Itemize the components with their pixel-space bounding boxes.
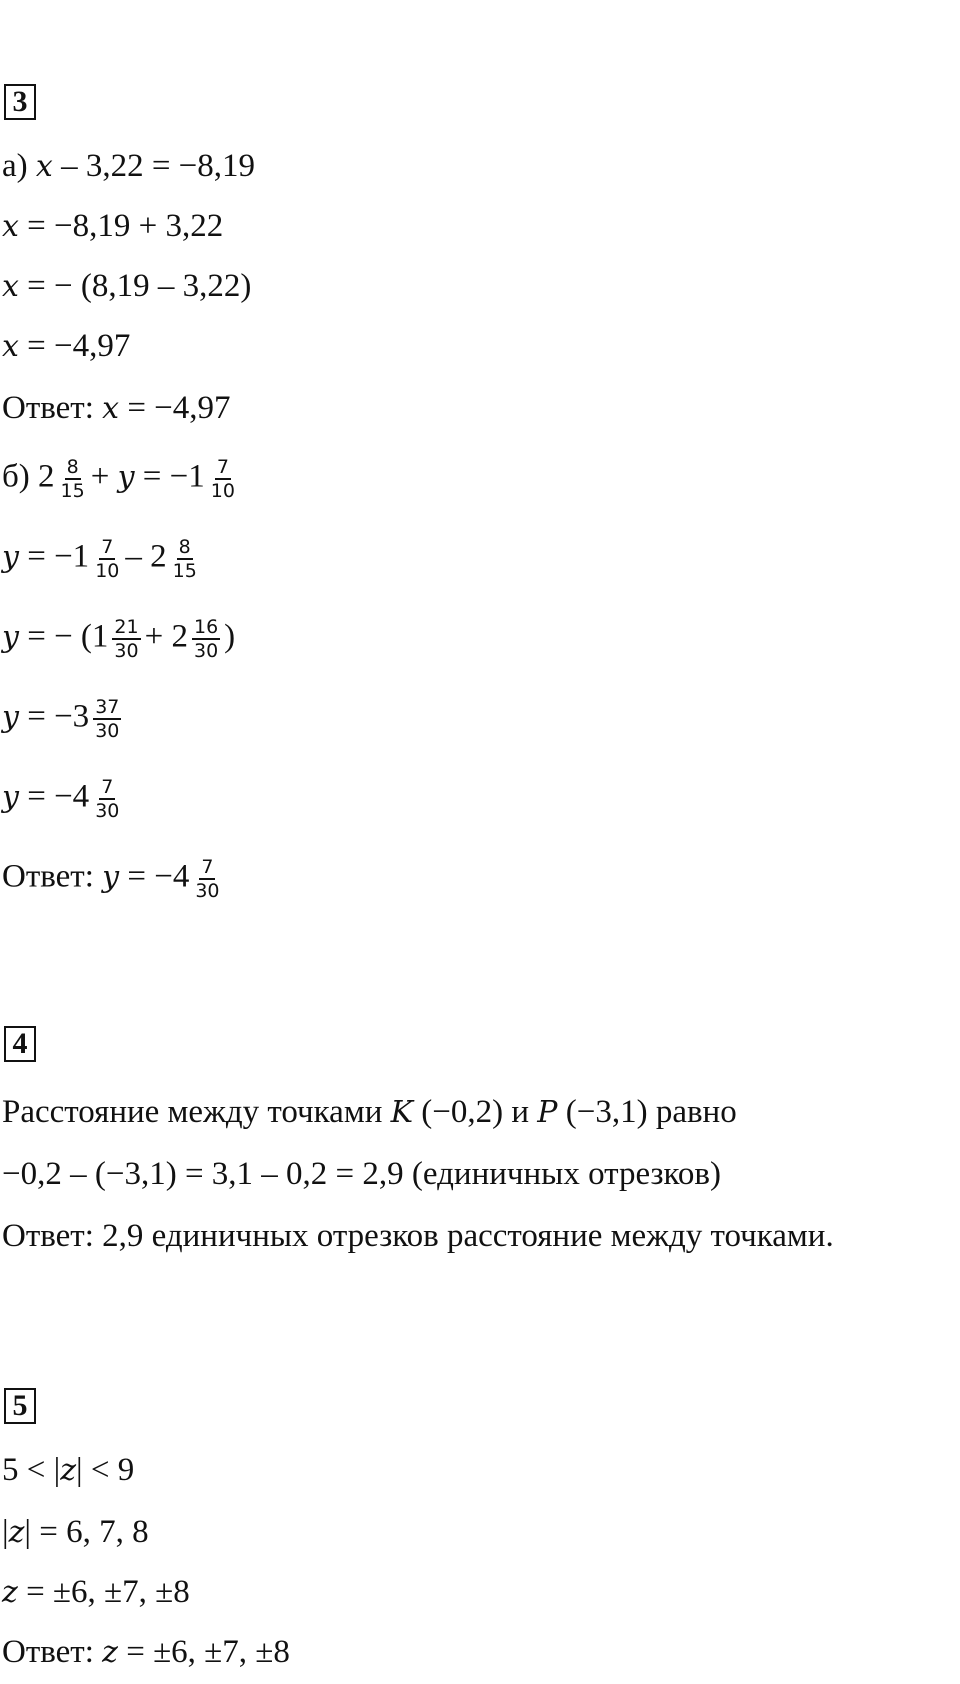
variable-y: y <box>2 619 19 655</box>
point-p: P <box>537 1095 558 1130</box>
denominator: 30 <box>95 800 120 822</box>
variable-y: y <box>117 459 135 495</box>
denominator: 30 <box>193 640 219 662</box>
answer-text: = ±6, ±7, ±8 <box>126 1634 290 1670</box>
step-text: = − (8,19 – 3,22) <box>27 268 252 304</box>
fraction <box>192 616 220 662</box>
variable-y: y <box>2 539 19 575</box>
variable-x: x <box>2 269 19 304</box>
fraction <box>93 536 121 582</box>
task-3b-step-1 <box>2 536 203 582</box>
numerator: 7 <box>101 536 114 558</box>
text: | < 9 <box>76 1452 135 1488</box>
numerator: 16 <box>193 616 219 638</box>
variable-x: x <box>2 209 19 244</box>
answer-text: = −4 <box>127 858 190 895</box>
task-5-line-1 <box>2 1450 134 1491</box>
text: (−3,1) равно <box>565 1094 737 1130</box>
variable-z: z <box>102 1635 118 1670</box>
equation-text: = −1 <box>142 458 205 495</box>
task-5-line-2 <box>2 1512 149 1553</box>
variable-y: y <box>2 779 19 815</box>
fraction <box>209 456 237 502</box>
numerator: 7 <box>216 456 229 478</box>
task-5-answer <box>2 1632 290 1673</box>
task-4-line-1 <box>2 1092 737 1133</box>
variable-x: x <box>2 329 19 364</box>
task-3a-step-1 <box>2 206 223 247</box>
denominator: 10 <box>210 480 235 502</box>
answer-label: Ответ: <box>2 1634 94 1670</box>
fraction <box>171 536 199 582</box>
text: | = 6, 7, 8 <box>24 1514 149 1550</box>
denominator: 15 <box>172 560 197 582</box>
variable-z: z <box>60 1453 77 1488</box>
task-3b-step-2 <box>2 616 235 662</box>
denominator: 30 <box>195 880 220 902</box>
task-4-line-2: −0,2 – (−3,1) = 3,1 – 0,2 = 2,9 (единичных отрезков) <box>2 1156 721 1192</box>
numerator: 37 <box>95 696 120 718</box>
task-3b-answer <box>2 856 226 902</box>
variable-z: z <box>8 1515 25 1550</box>
fraction <box>193 856 221 902</box>
numerator: 8 <box>66 456 79 478</box>
answer-label: Ответ: <box>2 858 94 895</box>
text: (−0,2) и <box>421 1094 530 1130</box>
variable-x: x <box>102 391 120 426</box>
task-3b-equation: б) 2 $\frac{8}{15}$ + y = −1 $\frac{7}{10}$ <box>2 456 235 502</box>
task-3b-step-3 <box>2 696 125 742</box>
step-text: = −4,97 <box>27 328 131 364</box>
task-4-answer: Ответ: 2,9 единичных отрезков расстояние между точками. <box>2 1218 834 1254</box>
text: | <box>2 1514 9 1550</box>
task-3-number-box: 3 <box>4 84 36 120</box>
denominator: 30 <box>114 640 139 662</box>
step-text: + 2 <box>144 618 188 655</box>
variable-y: y <box>102 859 120 895</box>
fraction <box>59 456 87 502</box>
text: = ±6, ±7, ±8 <box>26 1574 190 1610</box>
fraction <box>93 776 121 822</box>
fraction <box>93 696 121 742</box>
step-text: = −4 <box>27 778 90 815</box>
fraction <box>112 616 140 662</box>
step-text: = −3 <box>27 698 90 735</box>
step-text: = −8,19 + 3,22 <box>27 208 224 244</box>
variable-x: x <box>35 149 53 184</box>
variable-z: z <box>2 1575 18 1610</box>
step-text: – 2 <box>125 538 167 575</box>
denominator: 10 <box>95 560 120 582</box>
task-4-number-box: 4 <box>4 1026 36 1062</box>
task-5-number-box: 5 <box>4 1388 36 1424</box>
numerator: 8 <box>178 536 191 558</box>
denominator: 30 <box>95 720 120 742</box>
numerator: 21 <box>114 616 139 638</box>
closing-paren: ) <box>224 618 236 655</box>
task-3b-step-4 <box>2 776 125 822</box>
numerator: 7 <box>101 776 114 798</box>
step-text: = −1 <box>27 538 90 575</box>
task-3a-answer <box>2 388 231 429</box>
point-k: K <box>390 1095 414 1130</box>
step-text: = − (1 <box>27 618 109 655</box>
variable-y: y <box>2 699 19 735</box>
task-3a-equation <box>2 146 255 187</box>
task-5-line-3 <box>2 1572 190 1613</box>
answer-label: Ответ: <box>2 390 94 426</box>
text: 5 < | <box>2 1452 61 1488</box>
equation-rest: – 3,22 = −8,19 <box>61 148 256 184</box>
task-3a-step-3 <box>2 326 130 367</box>
denominator: 15 <box>60 480 85 502</box>
part-b-label: б) 2 <box>2 458 55 495</box>
numerator: 7 <box>201 856 214 878</box>
answer-text: = −4,97 <box>127 390 231 426</box>
task-3a-step-2 <box>2 266 251 307</box>
text: Расстояние между точками <box>2 1094 383 1130</box>
part-a-label: а) <box>2 148 28 184</box>
